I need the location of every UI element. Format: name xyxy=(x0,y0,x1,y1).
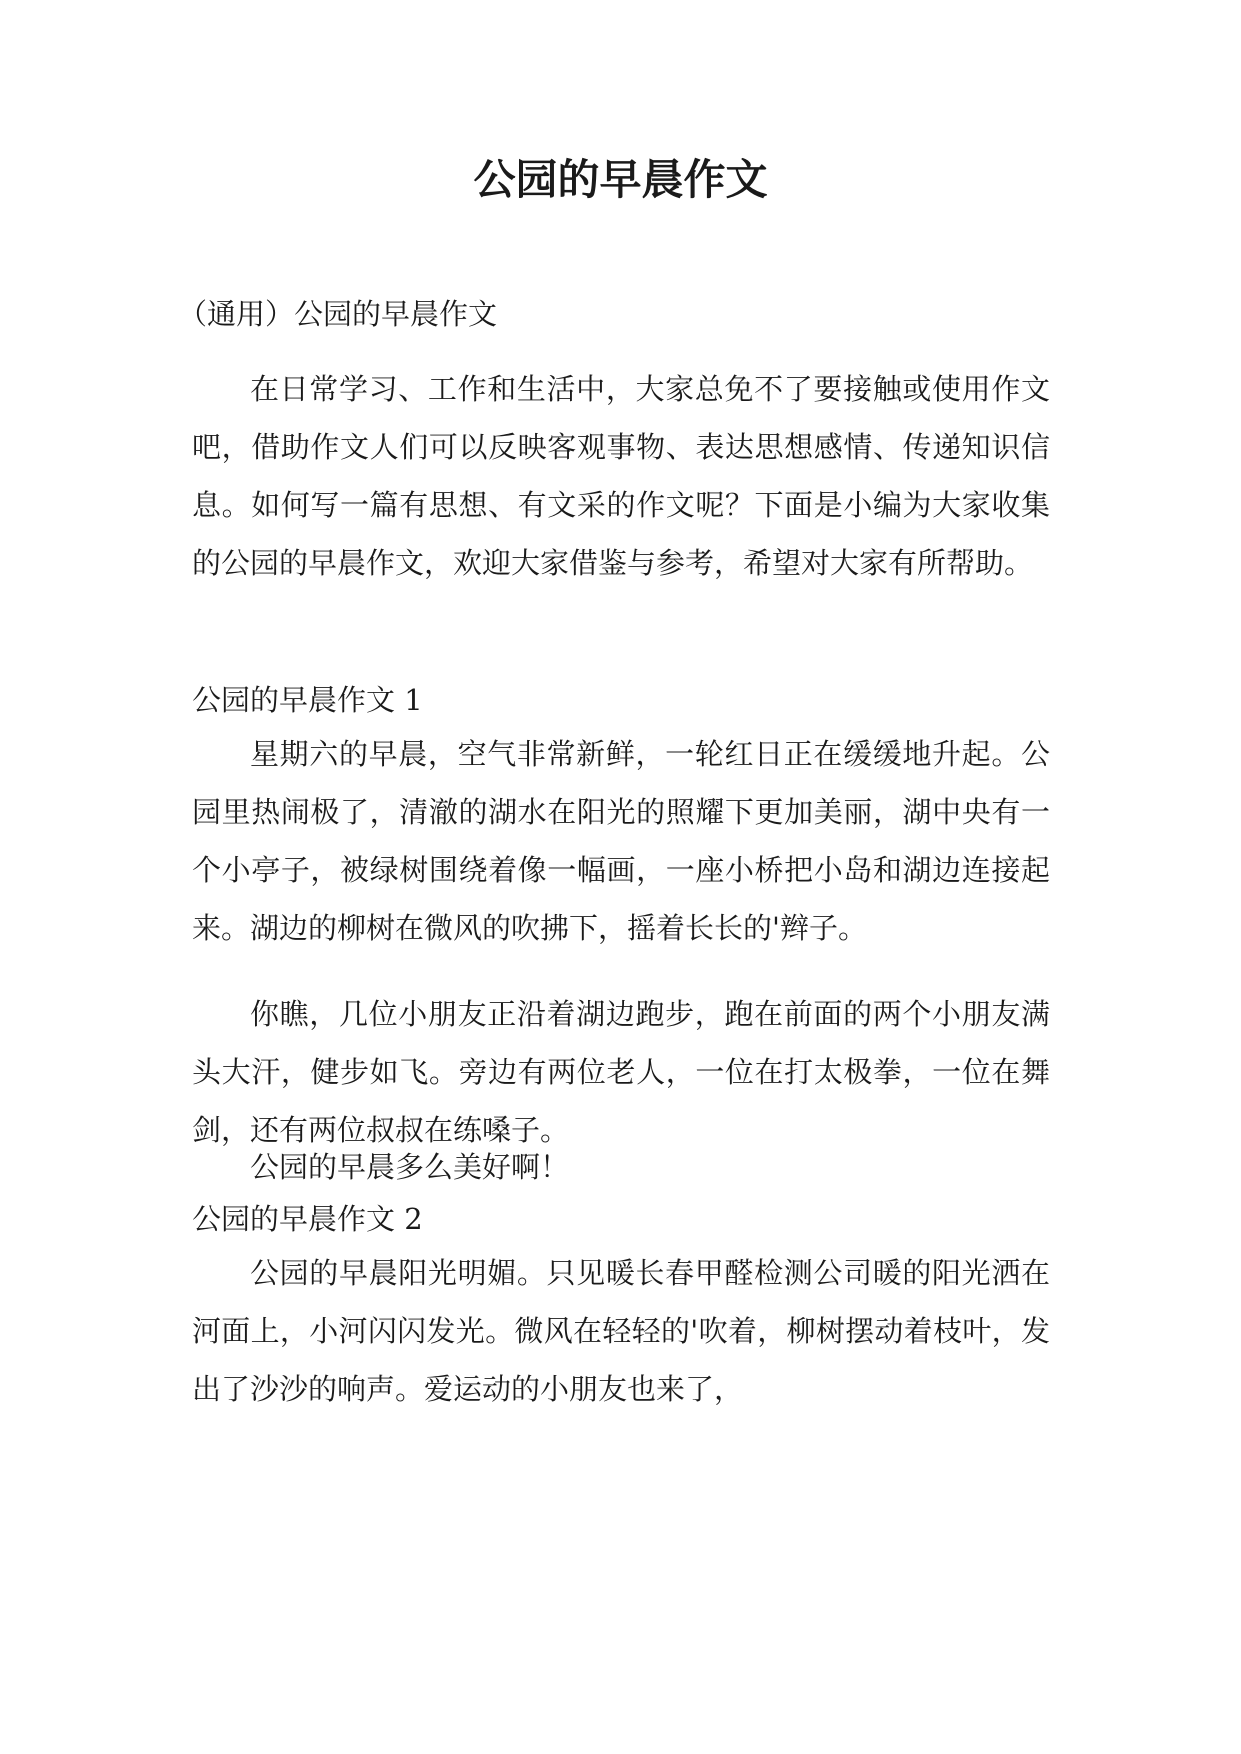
document-title: 公园的早晨作文 xyxy=(473,155,768,204)
section-2-paragraph-1: 公园的早晨阳光明媚。只见暖长春甲醛检测公司暖的阳光洒在河面上，小河闪闪发光。微风在轻轻的'吹着，柳树摆动着枝叶，发出了沙沙的响声。爱运动的小朋友也来了， xyxy=(192,1256,1050,1406)
intro-paragraph: 在日常学习、工作和生活中，大家总免不了要接触或使用作文吧，借助作文人们可以反映客观事物、表达思想感情、传递知识信息。如何写一篇有思想、有文采的作文呢？下面是小编为大家收集的公园的早晨作文，欢迎大家借鉴与参考，希望对大家有所帮助。 xyxy=(192,372,1050,580)
document-subtitle: （通用）公园的早晨作文 xyxy=(178,297,498,331)
section-heading-1: 公园的早晨作文 1 xyxy=(192,683,423,717)
section-1-paragraph-1: 星期六的早晨，空气非常新鲜，一轮红日正在缓缓地升起。公园里热闹极了，清澈的湖水在阳光的照耀下更加美丽，湖中央有一个小亭子，被绿树围绕着像一幅画，一座小桥把小岛和湖边连接起来。湖边的柳树在微风的吹拂下，摇着长长的'辫子。 xyxy=(192,737,1050,945)
section-heading-2: 公园的早晨作文 2 xyxy=(192,1202,423,1236)
section-1-paragraph-2: 你瞧，几位小朋友正沿着湖边跑步，跑在前面的两个小朋友满头大汗，健步如飞。旁边有两位老人，一位在打太极拳，一位在舞剑，还有两位叔叔在练嗓子。 xyxy=(192,997,1050,1147)
section-1-paragraph-3: 公园的早晨多么美好啊！ xyxy=(250,1150,570,1184)
